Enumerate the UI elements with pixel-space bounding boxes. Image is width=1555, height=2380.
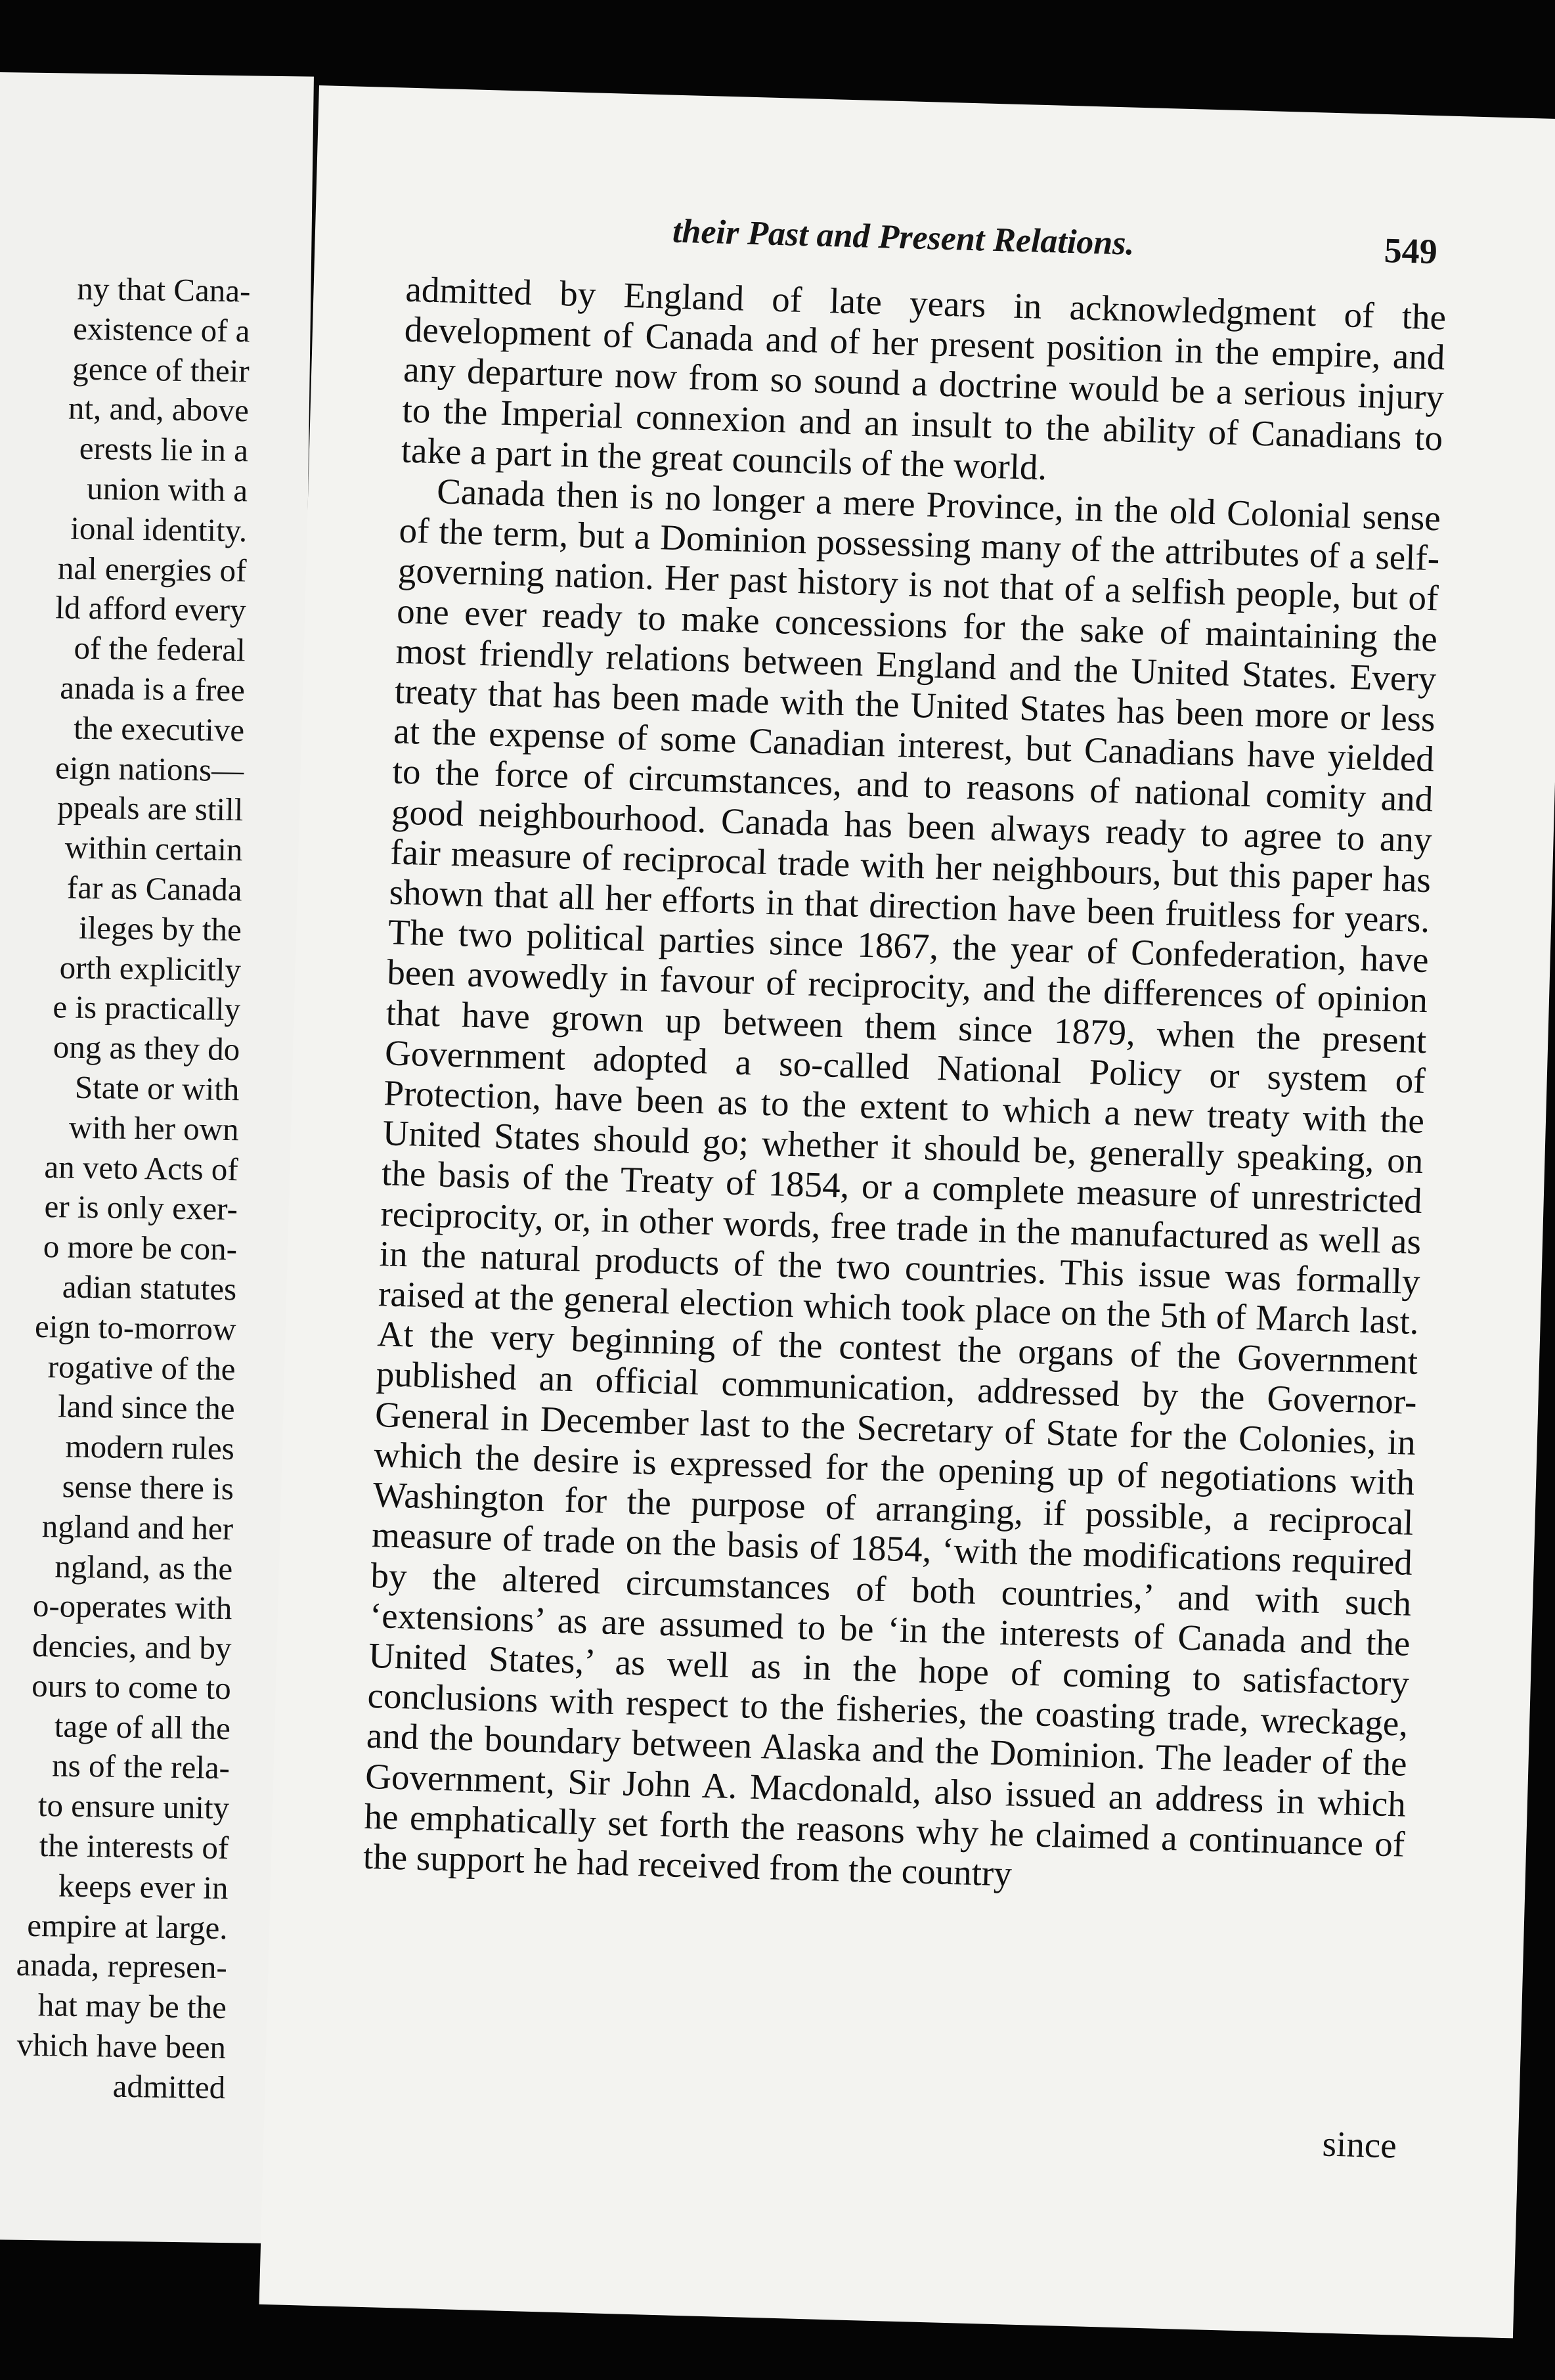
left-page-line: nal energies of [57,549,247,588]
paragraph: admitted by England of late years in acknowledgment of the development of Canada and of her present position in the empire, and any departure now from so sound a doctrine would be a serious injury to the Imperial connexion and an insult to the ability of Canadians to take a part in the great councils of the world. [401,269,1447,487]
left-page-line: the interests of [39,1827,229,1866]
left-page-line: sense there is [62,1468,234,1507]
left-page-line: nt, and, above [68,389,250,429]
paragraph: Canada then is no longer a mere Province, in the old Colonial sense of the term, but a Dominion possessing many of the attributes of a self-governing nation. Her past history is not that of a selfish people, but of one ever ready to make concessions for the sake of maintaining the most friendly relations between England and the United States. Every treaty that has been made with the United States has been more or less at the expense of some Canadian interest, but Canadians have yielded to the force of circumstances, and to reasons of national comity and good neighbourhood. Canada has been always ready to agree to any fair measure of reciprocal trade with her neighbours, but this paper has shown that all her efforts in that direction have been fruitless for years. The two political parties since 1867, the year of Confederation, have been avowedly in favour of reciprocity, and the differences of opinion that have grown up between them since 1879, when the present Government adopted a so-called National Policy or system of Protection, have been as to the extent to which a new treaty with the United States should go; whether it should be, generally speaking, on the basis of the Treaty of 1854, or a complete measure of unrestricted reciprocity, or, in other words, free trade in the manufactured as well as in the natural products of the two countries. This issue was formally raised at the general election which took place on the 5th of March last. At the very beginning of the contest the organs of the Government published an official communication, addressed by the Governor-General in December last to the Secretary of State for the Colonies, in which the desire is expressed for the opening up of negotiations with Washington for the purpose of arranging, if possible, a reciprocal measure of trade on the basis of 1854, ‘with the modifications required by the altered circumstances of both countries,’ and with such ‘extensions’ as are assumed to be ‘in the interests of Canada and the United States,’ as well as in the hope of coming to satisfactory conclusions with respect to the fisheries, the coasting trade, wreckage, and the boundary between Alaska and the Dominion. The leader of the Government, Sir John A. Macdonald, also issued an address in which he emphatically set forth the reasons why he claimed a continuance of the support he had received from the country [362,471,1441,1894]
left-page-line: within certain [64,829,243,868]
left-page-text [0,266,251,2108]
left-page-line: anada is a free [59,669,246,709]
left-page-line: erests lie in a [79,430,249,469]
left-page-line: modern rules [65,1428,235,1467]
left-page-line: e is practically [53,988,241,1028]
left-page-line: ngland, as the [55,1547,233,1587]
left-page-line: hat may be the [37,1987,227,2026]
running-head: their Past and Present Relations. [672,212,1135,263]
left-page-line: ns of the rela- [51,1747,230,1786]
left-page-line: an veto Acts of [44,1148,239,1187]
left-page-line: gence of their [72,350,250,389]
left-page-line: land since the [57,1388,236,1427]
left-page-line: eign to-morrow [34,1308,236,1347]
left-page-line: ny that Cana- [77,270,251,309]
left-page-line: far as Canada [66,869,243,908]
left-page-line: State or with [74,1069,240,1108]
left-page-line: rogative of the [47,1348,236,1387]
left-page-line: to ensure unity [37,1787,230,1826]
left-page-line: tage of all the [54,1708,231,1746]
left-page-line: o-operates with [32,1587,232,1627]
left-page-line: ional identity. [70,510,248,549]
left-page-line: with her own [68,1109,239,1147]
left-page-line: ppeals are still [56,789,244,828]
left-page-line: anada, represen- [16,1947,228,1986]
left-page-line: ours to come to [31,1667,232,1707]
left-page-line: eign nations— [55,749,244,788]
left-page-line: ileges by the [78,909,242,948]
right-page [259,85,1555,2338]
left-page-line: of the federal [74,629,246,669]
left-page-line: orth explicitly [59,948,242,988]
body-text [362,269,1447,1905]
left-page-line: admitted [112,2067,226,2105]
left-page-line: adian statutes [62,1268,237,1308]
left-page-line: union with a [86,470,248,509]
left-page-line: keeps ever in [58,1867,229,1906]
left-page-line: ong as they do [53,1028,240,1068]
left-page-line: existence of a [72,310,250,349]
left-page-line: empire at large. [27,1906,228,1946]
left-page [0,72,314,2243]
catchword: since [1321,2123,1397,2166]
left-page-line: dencies, and by [32,1627,232,1667]
left-page-line: o more be con- [43,1228,238,1267]
left-page-line: ld afford every [55,589,246,628]
left-page-line: er is only exer- [44,1188,238,1227]
left-page-line: ngland and her [41,1507,234,1547]
left-page-line: vhich have been [16,2026,227,2066]
page-number: 549 [1383,230,1438,272]
left-page-line: the executive [73,709,245,749]
